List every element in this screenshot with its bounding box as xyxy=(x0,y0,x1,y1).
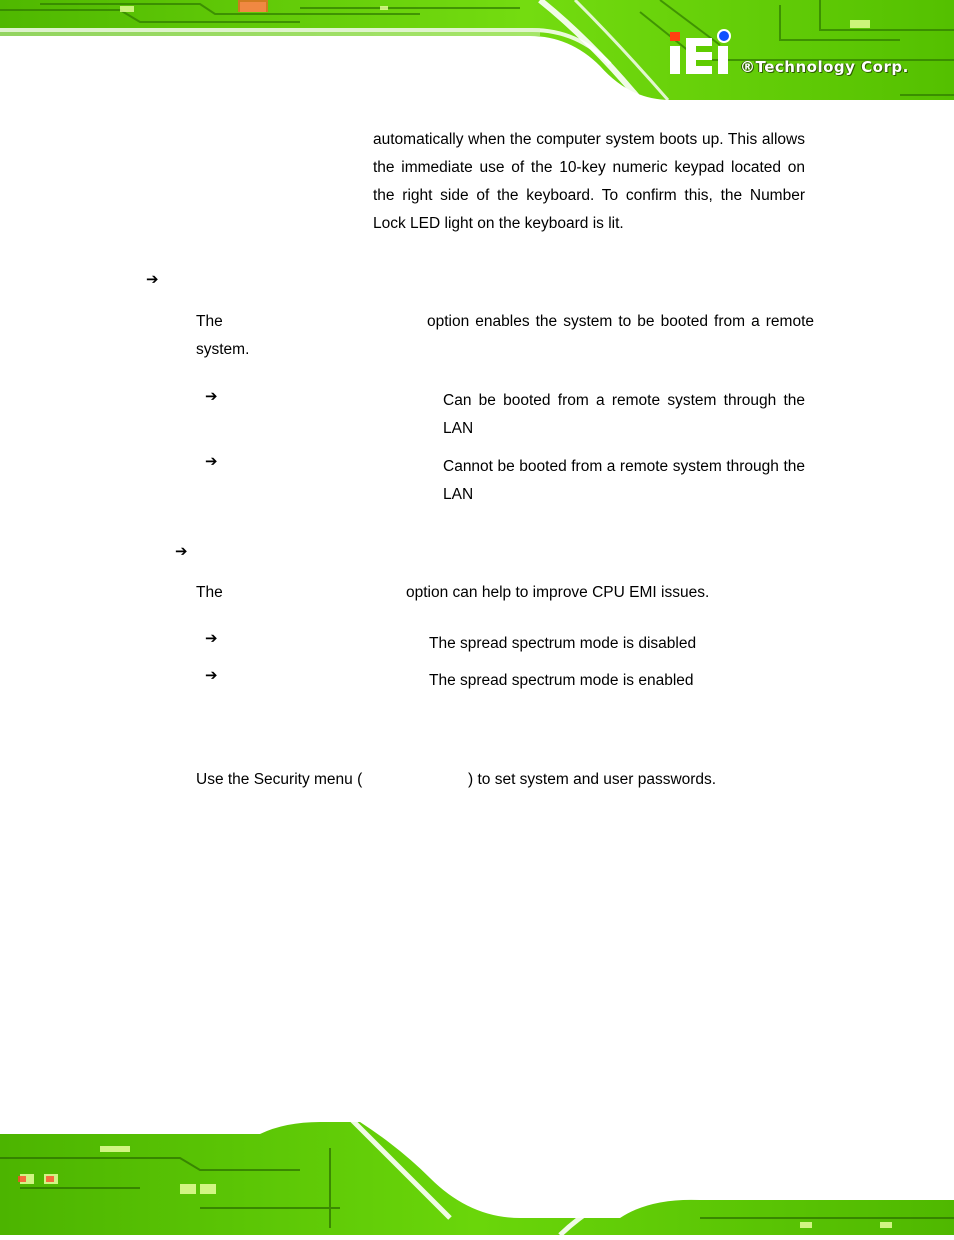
boot-lan-desc-mid: option enables the system to be booted from a remote xyxy=(427,313,814,330)
security-text-start: Use the Security menu ( xyxy=(196,771,363,788)
numlock-line-4: Lock LED light on the keyboard is lit. xyxy=(373,215,624,232)
spread-option-disabled: The spread spectrum mode is disabled xyxy=(429,635,697,652)
header-banner xyxy=(0,0,954,112)
spread-desc-mid: option can help to improve CPU EMI issues. xyxy=(406,584,710,601)
numlock-line-3: the right side of the keyboard. To confirm this, the Number xyxy=(373,187,805,204)
boot-lan-desc-end: system. xyxy=(196,341,250,358)
brand-name: ®Technology Corp. xyxy=(740,58,909,76)
arrow-icon: ➔ xyxy=(175,542,188,560)
security-text-end: ) to set system and user passwords. xyxy=(468,771,717,788)
numlock-line-2: the immediate use of the 10-key numeric keypad located on xyxy=(373,159,805,176)
arrow-icon: ➔ xyxy=(146,270,159,288)
arrow-icon: ➔ xyxy=(205,666,218,684)
iei-logo-mark xyxy=(668,28,734,76)
boot-lan-option-disabled: Cannot be booted from a remote system through the xyxy=(443,458,805,475)
boot-lan-option-enabled: Can be booted from a remote system through the xyxy=(443,392,805,409)
spread-desc-start: The xyxy=(196,584,223,601)
arrow-icon: ➔ xyxy=(205,452,218,470)
boot-lan-option-enabled-cont: LAN xyxy=(443,420,474,437)
pcb-background xyxy=(0,0,954,112)
footer-banner xyxy=(0,1118,954,1235)
arrow-icon: ➔ xyxy=(205,629,218,647)
arrow-icon: ➔ xyxy=(205,387,218,405)
iei-logo xyxy=(668,28,734,81)
spread-option-enabled: The spread spectrum mode is enabled xyxy=(429,672,694,689)
boot-lan-desc-start: The xyxy=(196,313,223,330)
pcb-background xyxy=(0,1118,954,1235)
numlock-line-1: automatically when the computer system boots up. This allows xyxy=(373,131,805,148)
boot-lan-option-disabled-cont: LAN xyxy=(443,486,474,503)
